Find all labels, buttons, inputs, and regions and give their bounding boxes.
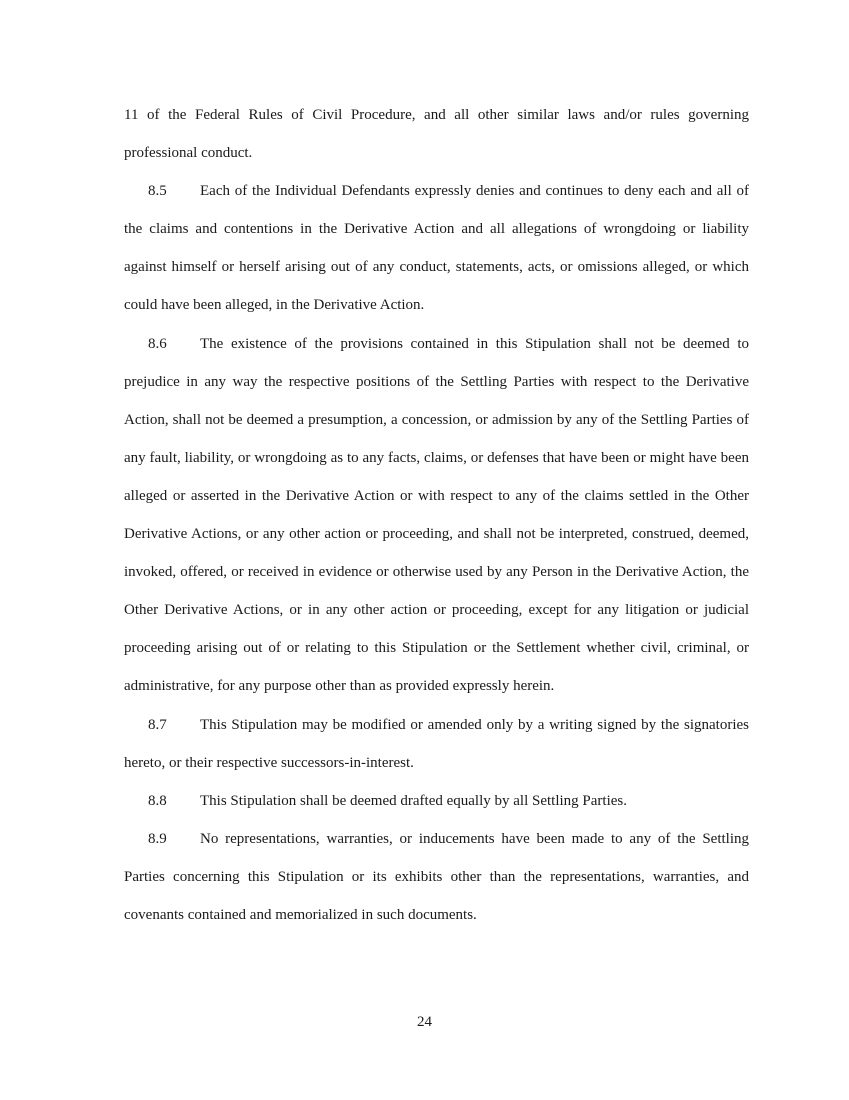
section-8-6 xyxy=(124,325,749,706)
section-number: 8.9 xyxy=(148,830,167,847)
section-text: No representations, warranties, or inducements have been made to any of the Settling Parties concerning this Stipulation or its exhibits other than the representations, warranties, and covenants contained and memorialized in such documents. xyxy=(124,830,749,923)
section-number: 8.7 xyxy=(148,716,167,733)
section-text: This Stipulation may be modified or amended only by a writing signed by the signatories hereto, or their respective successors-in-interest. xyxy=(124,716,749,771)
section-8-9 xyxy=(124,820,749,934)
section-8-7 xyxy=(124,706,749,782)
section-number: 8.6 xyxy=(148,335,167,352)
page-number: 24 xyxy=(417,1014,432,1030)
section-text: The existence of the provisions contained in this Stipulation shall not be deemed to prejudice in any way the respective positions of the Settling Parties with respect to the Derivative Action, shall not be deemed a presumption, a concession, or admission by any of the Settling Parties of any fault, liability, or wrongdoing as to any facts, claims, or defenses that have been or might have been alleged or asserted in the Derivative Action or with respect to any of the claims settled in the Other Derivative Actions, or any other action or proceeding, and shall not be interpreted, construed, deemed, invoked, offered, or received in evidence or otherwise used by any Person in the Derivative Action, the Other Derivative Actions, or in any other action or proceeding, except for any litigation or judicial proceeding arising out of or relating to this Stipulation or the Settlement whether civil, criminal, or administrative, for any purpose other than as provided expressly herein. xyxy=(124,335,749,695)
document-body xyxy=(124,96,749,934)
section-8-5 xyxy=(124,172,749,324)
section-8-8 xyxy=(124,782,749,820)
section-number: 8.5 xyxy=(148,183,167,200)
section-text: Each of the Individual Defendants expressly denies and continues to deny each and all of the claims and contentions in the Derivative Action and all allegations of wrongdoing or liability against himself or herself arising out of any conduct, statements, acts, or omissions alleged, or which could have been alleged, in the Derivative Action. xyxy=(124,183,749,314)
continuation-paragraph: 11 of the Federal Rules of Civil Procedure, and all other similar laws and/or rules governing professional conduct. xyxy=(124,107,749,162)
section-number: 8.8 xyxy=(148,792,167,809)
section-text: This Stipulation shall be deemed drafted equally by all Settling Parties. xyxy=(200,792,627,809)
